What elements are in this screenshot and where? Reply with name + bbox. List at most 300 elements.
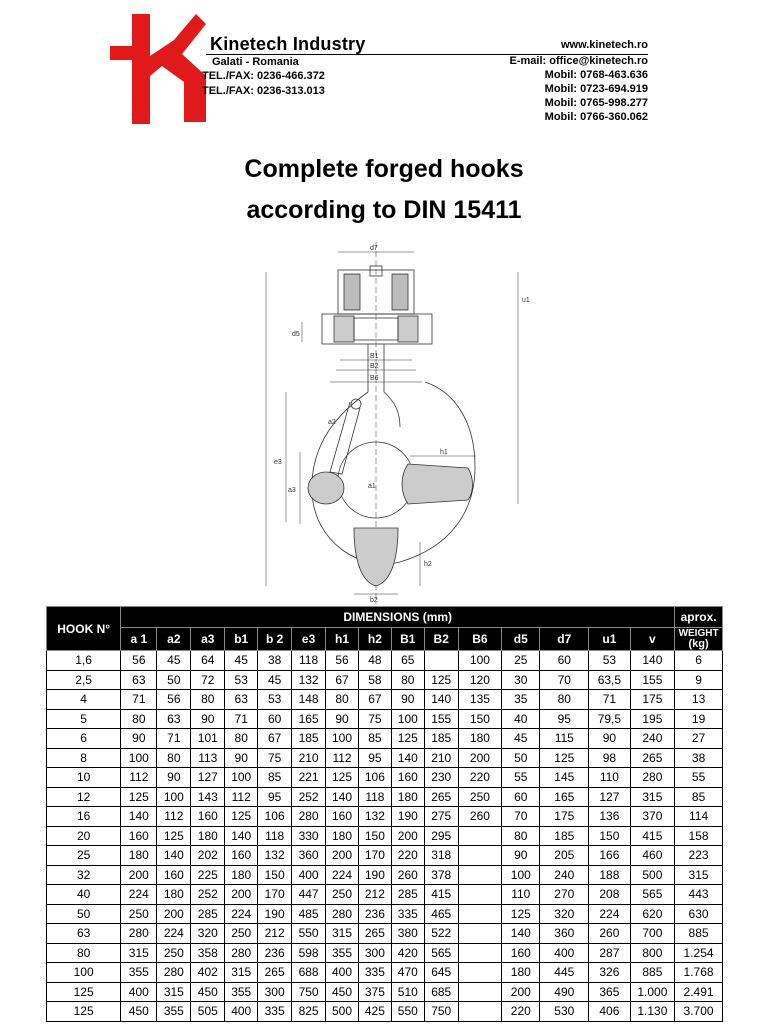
dimension-cell: 90 [589,729,630,749]
dimension-cell: 70 [502,807,540,827]
dimension-cell: 415 [424,885,458,905]
dimension-cell [458,865,502,885]
dimension-cell: 60 [258,709,292,729]
dimension-cell: 885 [630,963,675,983]
dimension-cell: 98 [589,748,630,768]
dim-label-u1: u1 [522,297,530,304]
dimension-cell: 71 [121,690,157,710]
dimension-cell: 132 [358,807,391,827]
mobile-2: Mobil: 0723-694.919 [544,83,648,95]
dimension-cell: 195 [630,709,675,729]
dimension-cell: 200 [157,904,191,924]
dimension-cell: 90 [121,729,157,749]
dimension-cell: 180 [326,826,359,846]
dimension-cell: 280 [292,807,326,827]
dimension-cell: 285 [391,885,424,905]
dimension-cell: 125 [391,729,424,749]
weight-cell: 27 [675,729,723,749]
col-header-h2: h2 [358,628,391,651]
dimension-cell: 80 [191,690,225,710]
dimension-cell: 71 [589,690,630,710]
dimension-cell [458,904,502,924]
col-header-weight-2-text: WEIGHT [678,628,719,639]
dimension-cell: 170 [258,885,292,905]
dimension-cell: 100 [391,709,424,729]
dimension-cell [458,846,502,866]
dimension-cell: 67 [326,670,359,690]
dimension-cell: 200 [458,748,502,768]
dimension-cell: 90 [326,709,359,729]
dimension-cell: 406 [589,1002,630,1022]
dimension-cell: 185 [424,729,458,749]
dimension-cell: 1.130 [630,1002,675,1022]
dimension-cell: 95 [258,787,292,807]
dimension-cell: 175 [540,807,589,827]
dimension-cell: 143 [191,787,225,807]
dimension-cell: 112 [225,787,258,807]
dim-label-a2: a2 [328,419,336,426]
dimension-cell: 370 [630,807,675,827]
dimension-cell: 148 [292,690,326,710]
dimension-cell: 320 [540,904,589,924]
table-row [47,963,723,983]
dimension-cell: 90 [225,748,258,768]
dimension-cell: 125 [502,904,540,924]
dimension-cell: 685 [424,982,458,1002]
dimension-cell: 64 [191,651,225,671]
dimension-cell: 447 [292,885,326,905]
dimension-cell: 110 [502,885,540,905]
dimension-cell: 150 [258,865,292,885]
dimension-cell: 45 [225,651,258,671]
table-row [47,846,723,866]
dim-label-h1: h1 [440,449,448,456]
dimension-cell: 80 [391,670,424,690]
dimension-cell: 295 [424,826,458,846]
dimension-cell: 145 [540,768,589,788]
dimension-cell: 160 [225,846,258,866]
dimension-cell: 326 [589,963,630,983]
dimension-cell: 465 [424,904,458,924]
dimension-cell: 45 [157,651,191,671]
dimension-cell: 700 [630,924,675,944]
dimension-cell: 500 [326,1002,359,1022]
table-row [47,826,723,846]
dimension-cell: 645 [424,963,458,983]
dimension-cell: 53 [589,651,630,671]
table-row [47,670,723,690]
phone-fax-1: TEL./FAX: 0236-466.372 [202,70,325,82]
dimension-cell: 155 [424,709,458,729]
dimension-cell: 400 [292,865,326,885]
dimension-cell: 450 [191,982,225,1002]
dimension-cell: 100 [502,865,540,885]
dim-label-a3: a3 [288,487,296,494]
dimension-cell: 110 [589,768,630,788]
dimensions-table [46,606,723,1022]
dimension-cell: 188 [589,865,630,885]
hook-number-cell: 16 [47,807,121,827]
dimension-cell: 200 [326,846,359,866]
dimension-cell: 65 [391,651,424,671]
dim-label-d5: d5 [292,331,300,338]
col-header-dimensions: DIMENSIONS (mm) [121,607,675,628]
dimension-cell: 80 [157,748,191,768]
dimension-cell: 112 [121,768,157,788]
dimension-cell: 71 [225,709,258,729]
dimension-cell: 355 [121,963,157,983]
col-header-v: v [630,628,675,651]
dimension-cell: 210 [424,748,458,768]
dimension-cell: 224 [225,904,258,924]
hook-number-cell: 5 [47,709,121,729]
dimension-cell: 270 [540,885,589,905]
dimension-cell: 221 [292,768,326,788]
table-row [47,651,723,671]
dimension-cell: 355 [326,943,359,963]
hook-number-cell: 63 [47,924,121,944]
dimension-cell: 50 [157,670,191,690]
col-header-b2: b 2 [258,628,292,651]
dimension-cell: 125 [225,807,258,827]
dimension-cell: 160 [502,943,540,963]
col-header-b1: b1 [225,628,258,651]
dimension-cell: 127 [191,768,225,788]
weight-cell: 630 [675,904,723,924]
dimension-cell: 190 [258,904,292,924]
dimension-cell: 190 [391,807,424,827]
dimension-cell: 250 [157,943,191,963]
dimension-cell: 1.000 [630,982,675,1002]
dimension-cell: 375 [358,982,391,1002]
table-row [47,904,723,924]
dimension-cell: 825 [292,1002,326,1022]
dimension-cell: 56 [121,651,157,671]
dim-label-h2: h2 [424,561,432,568]
dimension-cell: 101 [191,729,225,749]
dimension-cell: 460 [630,846,675,866]
dimension-cell: 166 [589,846,630,866]
col-header-weight-2 [675,628,723,651]
dimension-cell: 265 [358,924,391,944]
dimension-cell: 100 [225,768,258,788]
dimension-cell: 300 [358,943,391,963]
table-row [47,709,723,729]
dimension-cell: 287 [589,943,630,963]
dimension-cell: 425 [358,1002,391,1022]
dimension-cell: 355 [157,1002,191,1022]
dimension-cell: 240 [630,729,675,749]
dimension-cell: 125 [326,768,359,788]
dimension-cell: 358 [191,943,225,963]
dimension-cell: 190 [358,865,391,885]
dimension-cell: 165 [540,787,589,807]
dimension-cell: 252 [191,885,225,905]
dimension-cell: 180 [225,865,258,885]
dimension-cell: 212 [258,924,292,944]
dimension-cell: 320 [191,924,225,944]
dimension-cell: 220 [502,1002,540,1022]
page-title-line-2: according to DIN 15411 [246,196,522,224]
dimension-cell: 125 [540,748,589,768]
dimension-cell: 56 [157,690,191,710]
dimension-cell: 750 [424,1002,458,1022]
hook-number-cell: 12 [47,787,121,807]
dimension-cell: 79,5 [589,709,630,729]
col-header-d5: d5 [502,628,540,651]
dimension-cell: 565 [630,885,675,905]
dimension-cell: 106 [358,768,391,788]
weight-cell: 2.491 [675,982,723,1002]
dimension-cell: 380 [391,924,424,944]
dimension-cell: 240 [540,865,589,885]
col-header-a1: a 1 [121,628,157,651]
dimension-cell: 202 [191,846,225,866]
dimension-cell: 522 [424,924,458,944]
dimension-cell: 210 [292,748,326,768]
table-row [47,924,723,944]
dimension-cell: 565 [424,943,458,963]
email-link[interactable]: E-mail: office@kinetech.ro [509,55,648,67]
col-header-b2: B2 [424,628,458,651]
mobile-4: Mobil: 0766-360.062 [544,111,648,123]
dimension-cell: 225 [191,865,225,885]
dimension-cell: 140 [326,787,359,807]
weight-cell: 38 [675,748,723,768]
col-header-h1: h1 [326,628,359,651]
dimension-cell: 75 [258,748,292,768]
dimension-cell: 140 [502,924,540,944]
letterhead [0,0,768,130]
dimension-cell: 485 [292,904,326,924]
hook-number-cell: 125 [47,1002,121,1022]
dimension-cell: 415 [630,826,675,846]
dimension-cell: 250 [458,787,502,807]
dimension-cell: 125 [424,670,458,690]
dimension-cell: 80 [326,690,359,710]
table-row [47,690,723,710]
hook-number-cell: 4 [47,690,121,710]
weight-cell: 55 [675,768,723,788]
dimension-cell: 598 [292,943,326,963]
dimension-cell: 70 [540,670,589,690]
dimension-cell: 236 [358,904,391,924]
company-name: Kinetech Industry [210,34,366,54]
dimension-cell: 250 [225,924,258,944]
dimension-cell: 200 [502,982,540,1002]
dimension-cell: 335 [358,963,391,983]
dimension-cell: 445 [540,963,589,983]
dimension-cell: 180 [391,787,424,807]
dim-label-b2-lower: b2 [370,597,378,604]
table-row [47,943,723,963]
hook-number-cell: 20 [47,826,121,846]
dimension-cell: 315 [121,943,157,963]
dimension-cell: 420 [391,943,424,963]
dimension-cell: 205 [540,846,589,866]
table-row [47,807,723,827]
hook-number-cell: 1,6 [47,651,121,671]
dimension-cell: 170 [358,846,391,866]
dimension-cell: 180 [157,885,191,905]
table-row [47,1002,723,1022]
dimension-cell: 550 [292,924,326,944]
dimension-cell: 265 [630,748,675,768]
dimension-cell: 113 [191,748,225,768]
weight-cell: 9 [675,670,723,690]
dimension-cell: 160 [326,807,359,827]
dimension-cell [458,963,502,983]
dimension-cell: 160 [157,865,191,885]
dimension-cell: 58 [358,670,391,690]
dimension-cell: 220 [391,846,424,866]
dimension-cell: 236 [258,943,292,963]
dimension-cell: 470 [391,963,424,983]
dimension-cell: 212 [358,885,391,905]
dimension-cell: 150 [458,709,502,729]
dimension-cell: 252 [292,787,326,807]
dimension-cell: 510 [391,982,424,1002]
col-header-b6: B6 [458,628,502,651]
dimension-cell: 140 [157,846,191,866]
dimension-cell: 40 [502,709,540,729]
dimension-cell: 67 [258,729,292,749]
dimension-cell: 220 [458,768,502,788]
col-header-d7: d7 [540,628,589,651]
dimension-cell: 318 [424,846,458,866]
dimension-cell: 160 [191,807,225,827]
dimension-cell: 688 [292,963,326,983]
dimension-cell: 450 [326,982,359,1002]
dimension-cell: 132 [258,846,292,866]
dimension-cell: 132 [292,670,326,690]
dimension-cell: 85 [258,768,292,788]
table-row [47,768,723,788]
dimension-cell: 300 [258,982,292,1002]
dimension-cell: 280 [121,924,157,944]
weight-cell: 885 [675,924,723,944]
dimension-cell: 112 [326,748,359,768]
dimension-cell: 315 [157,982,191,1002]
dimension-cell: 48 [358,651,391,671]
dimension-cell: 100 [157,787,191,807]
weight-cell: 223 [675,846,723,866]
dimension-cell: 90 [502,846,540,866]
dimension-cell: 115 [540,729,589,749]
col-header-u1: u1 [589,628,630,651]
dimension-cell: 150 [589,826,630,846]
dimension-cell: 750 [292,982,326,1002]
weight-cell: 19 [675,709,723,729]
dimension-cell: 118 [258,826,292,846]
dimension-cell: 285 [191,904,225,924]
weight-cell: 315 [675,865,723,885]
dimension-cell: 160 [391,768,424,788]
dimension-cell: 60 [540,651,589,671]
dimension-cell: 450 [121,1002,157,1022]
dimension-cell: 90 [157,768,191,788]
dimension-cell [458,924,502,944]
dimension-cell: 63 [157,709,191,729]
dimension-cell: 135 [458,690,502,710]
col-header-a2: a2 [157,628,191,651]
dimension-cell: 265 [258,963,292,983]
dimension-cell [424,651,458,671]
dimension-cell: 224 [326,865,359,885]
dimension-cell: 125 [121,787,157,807]
dim-label-b2: B2 [370,363,379,370]
dimension-cell: 180 [121,846,157,866]
dim-label-e3: e3 [274,459,282,466]
dimension-cell: 125 [157,826,191,846]
dimension-cell: 260 [458,807,502,827]
dimension-cell: 63 [225,690,258,710]
dimension-cell: 90 [191,709,225,729]
dimension-cell: 100 [121,748,157,768]
dimension-cell: 67 [358,690,391,710]
dimension-cell: 280 [326,904,359,924]
dimension-cell: 335 [258,1002,292,1022]
dimension-cell [458,885,502,905]
mobile-3: Mobil: 0765-998.277 [544,97,648,109]
hook-number-cell: 10 [47,768,121,788]
dimension-cell: 250 [121,904,157,924]
hook-number-cell: 8 [47,748,121,768]
dimension-cell: 63 [121,670,157,690]
dimension-cell: 330 [292,826,326,846]
dimension-cell: 118 [358,787,391,807]
hook-number-cell: 2,5 [47,670,121,690]
dimension-cell: 180 [502,963,540,983]
dimension-cell: 136 [589,807,630,827]
dimension-cell: 53 [258,690,292,710]
weight-cell: 1.254 [675,943,723,963]
dimension-cell: 80 [540,690,589,710]
dimension-cell: 260 [391,865,424,885]
hook-number-cell: 32 [47,865,121,885]
dimension-cell: 160 [121,826,157,846]
col-header-a3: a3 [191,628,225,651]
dimension-cell: 275 [424,807,458,827]
hook-number-cell: 6 [47,729,121,749]
dimension-cell: 365 [589,982,630,1002]
dimension-cell: 200 [225,885,258,905]
hook-number-cell: 25 [47,846,121,866]
page-title-line-1: Complete forged hooks [244,155,524,183]
dimension-cell: 71 [157,729,191,749]
dimension-cell: 118 [292,651,326,671]
weight-cell: 6 [675,651,723,671]
kinetech-logo-icon [110,14,206,124]
hook-number-cell: 40 [47,885,121,905]
website-link[interactable]: www.kinetech.ro [560,39,648,51]
dimension-cell: 60 [502,787,540,807]
dimension-cell: 100 [458,651,502,671]
table-row [47,729,723,749]
company-city: Galati - Romania [212,56,299,68]
dimension-cell: 185 [540,826,589,846]
dimension-cell: 155 [630,670,675,690]
table-row [47,748,723,768]
dimension-cell [458,1002,502,1022]
dimension-cell: 80 [502,826,540,846]
dimension-cell: 280 [225,943,258,963]
dimension-cell: 63,5 [589,670,630,690]
dimension-cell: 140 [424,690,458,710]
dimension-cell: 800 [630,943,675,963]
dimension-cell: 185 [292,729,326,749]
dimension-cell: 200 [391,826,424,846]
